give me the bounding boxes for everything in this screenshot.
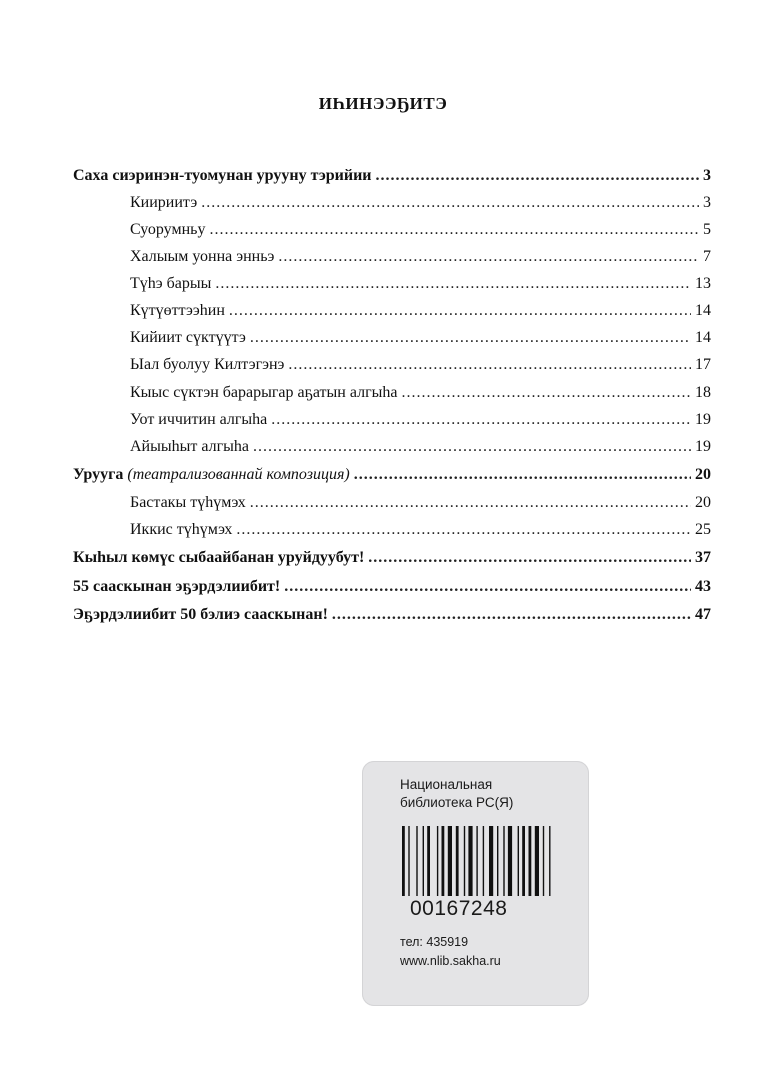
library-phone: тел: 435919 [400,935,469,949]
toc-entry-title: Суорумньу [130,221,206,238]
toc-entry-page: 25 [695,521,711,538]
toc-entry-page: 7 [703,248,711,265]
toc-entry-title: Эҕэрдэлиибит 50 бэлиэ сааскынан! [73,606,328,623]
toc-dot-leader [288,355,691,375]
toc-entry-title: Айыыһыт алгыһа [130,438,249,455]
toc-entry[interactable] [73,166,711,186]
toc-entry-title: Киириитэ [130,194,198,211]
toc-dot-leader [253,437,691,457]
toc-entry-title: Халыым уонна энньэ [130,248,275,265]
toc-entry-page: 3 [703,194,711,211]
toc-entry[interactable] [73,605,711,625]
toc-entry[interactable] [130,193,711,213]
toc-entry-page: 19 [695,411,711,428]
toc-entry-page: 3 [703,167,711,184]
toc-entry[interactable] [73,548,711,568]
toc-entry[interactable] [130,220,711,240]
toc-entry-page: 18 [695,384,711,401]
toc-dot-leader [284,577,691,597]
toc-entry[interactable] [130,520,711,540]
toc-entry[interactable] [130,274,711,294]
toc-dot-leader [368,548,691,568]
toc-entry-page: 17 [695,356,711,373]
toc-entry-title [73,465,350,485]
toc-entry-title-suffix: га [108,466,124,483]
library-name: Национальная библиотека РС(Я) [400,777,514,810]
library-barcode-sticker [362,761,589,1006]
toc-entry[interactable] [73,577,711,597]
toc-dot-leader [236,520,691,540]
library-website: www.nlib.sakha.ru [400,954,501,968]
toc-entry-page: 13 [695,275,711,292]
toc-entry-title: Күтүөттээһин [130,302,225,319]
toc-entry[interactable] [130,493,711,513]
toc-entry[interactable] [73,465,711,485]
page-title: ИҺИНЭЭҔИТЭ [318,94,448,113]
toc-entry[interactable] [130,328,711,348]
toc-entry-page: 20 [695,466,711,483]
toc-dot-leader [250,493,691,513]
toc-dot-leader [278,247,699,267]
toc-entry-title: Кыһыл көмүс сыбаайбанан уруйдуубут! [73,549,365,566]
toc-dot-leader [209,220,699,240]
toc-entry[interactable] [130,410,711,430]
toc-dot-leader [215,274,691,294]
toc-entry-title: Кыыс сүктэн барарыгар аҕатын алгыһа [130,384,398,401]
toc-entry-title: Иккис түһүмэх [130,521,233,538]
barcode-icon [400,826,565,896]
toc-dot-leader [332,605,691,625]
toc-dot-leader [250,328,691,348]
toc-entry-page: 47 [695,606,711,623]
toc-entry-title: Уот иччитин алгыһа [130,411,268,428]
toc-dot-leader [402,383,692,403]
toc-dot-leader [271,410,691,430]
toc-entry-page: 20 [695,494,711,511]
toc-entry-page: 14 [695,302,711,319]
toc-entry-note: (театрализованнай композиция) [127,466,350,483]
toc-entry[interactable] [130,301,711,321]
toc-entry-page: 37 [695,549,711,566]
toc-entry[interactable] [130,355,711,375]
toc-entry[interactable] [130,437,711,457]
toc-dot-leader [376,166,699,186]
toc-dot-leader [354,465,691,485]
toc-entry-page: 43 [695,578,711,595]
toc-entry-title: Бастакы түһүмэх [130,494,246,511]
toc-entry[interactable] [130,247,711,267]
toc-entry-page: 19 [695,438,711,455]
toc-entry-title: Саха сиэринэн-туомунан урууну тэрийии [73,167,372,184]
toc-entry-title: Кийиит сүктүүтэ [130,329,246,346]
toc-entry-title: 55 сааскынан эҕэрдэлиибит! [73,578,281,595]
toc-dot-leader [201,193,699,213]
toc-entry-page: 5 [703,221,711,238]
toc-entry-title-main: Уруу [73,466,109,483]
toc-entry[interactable] [130,383,711,403]
toc-entry-title: Ыал буолуу Килтэгэнэ [130,356,285,373]
toc-entry-title: Түһэ барыы [130,275,212,292]
toc-entry-page: 14 [695,329,711,346]
toc-dot-leader [229,301,691,321]
barcode-number: 00167248 [410,897,508,920]
